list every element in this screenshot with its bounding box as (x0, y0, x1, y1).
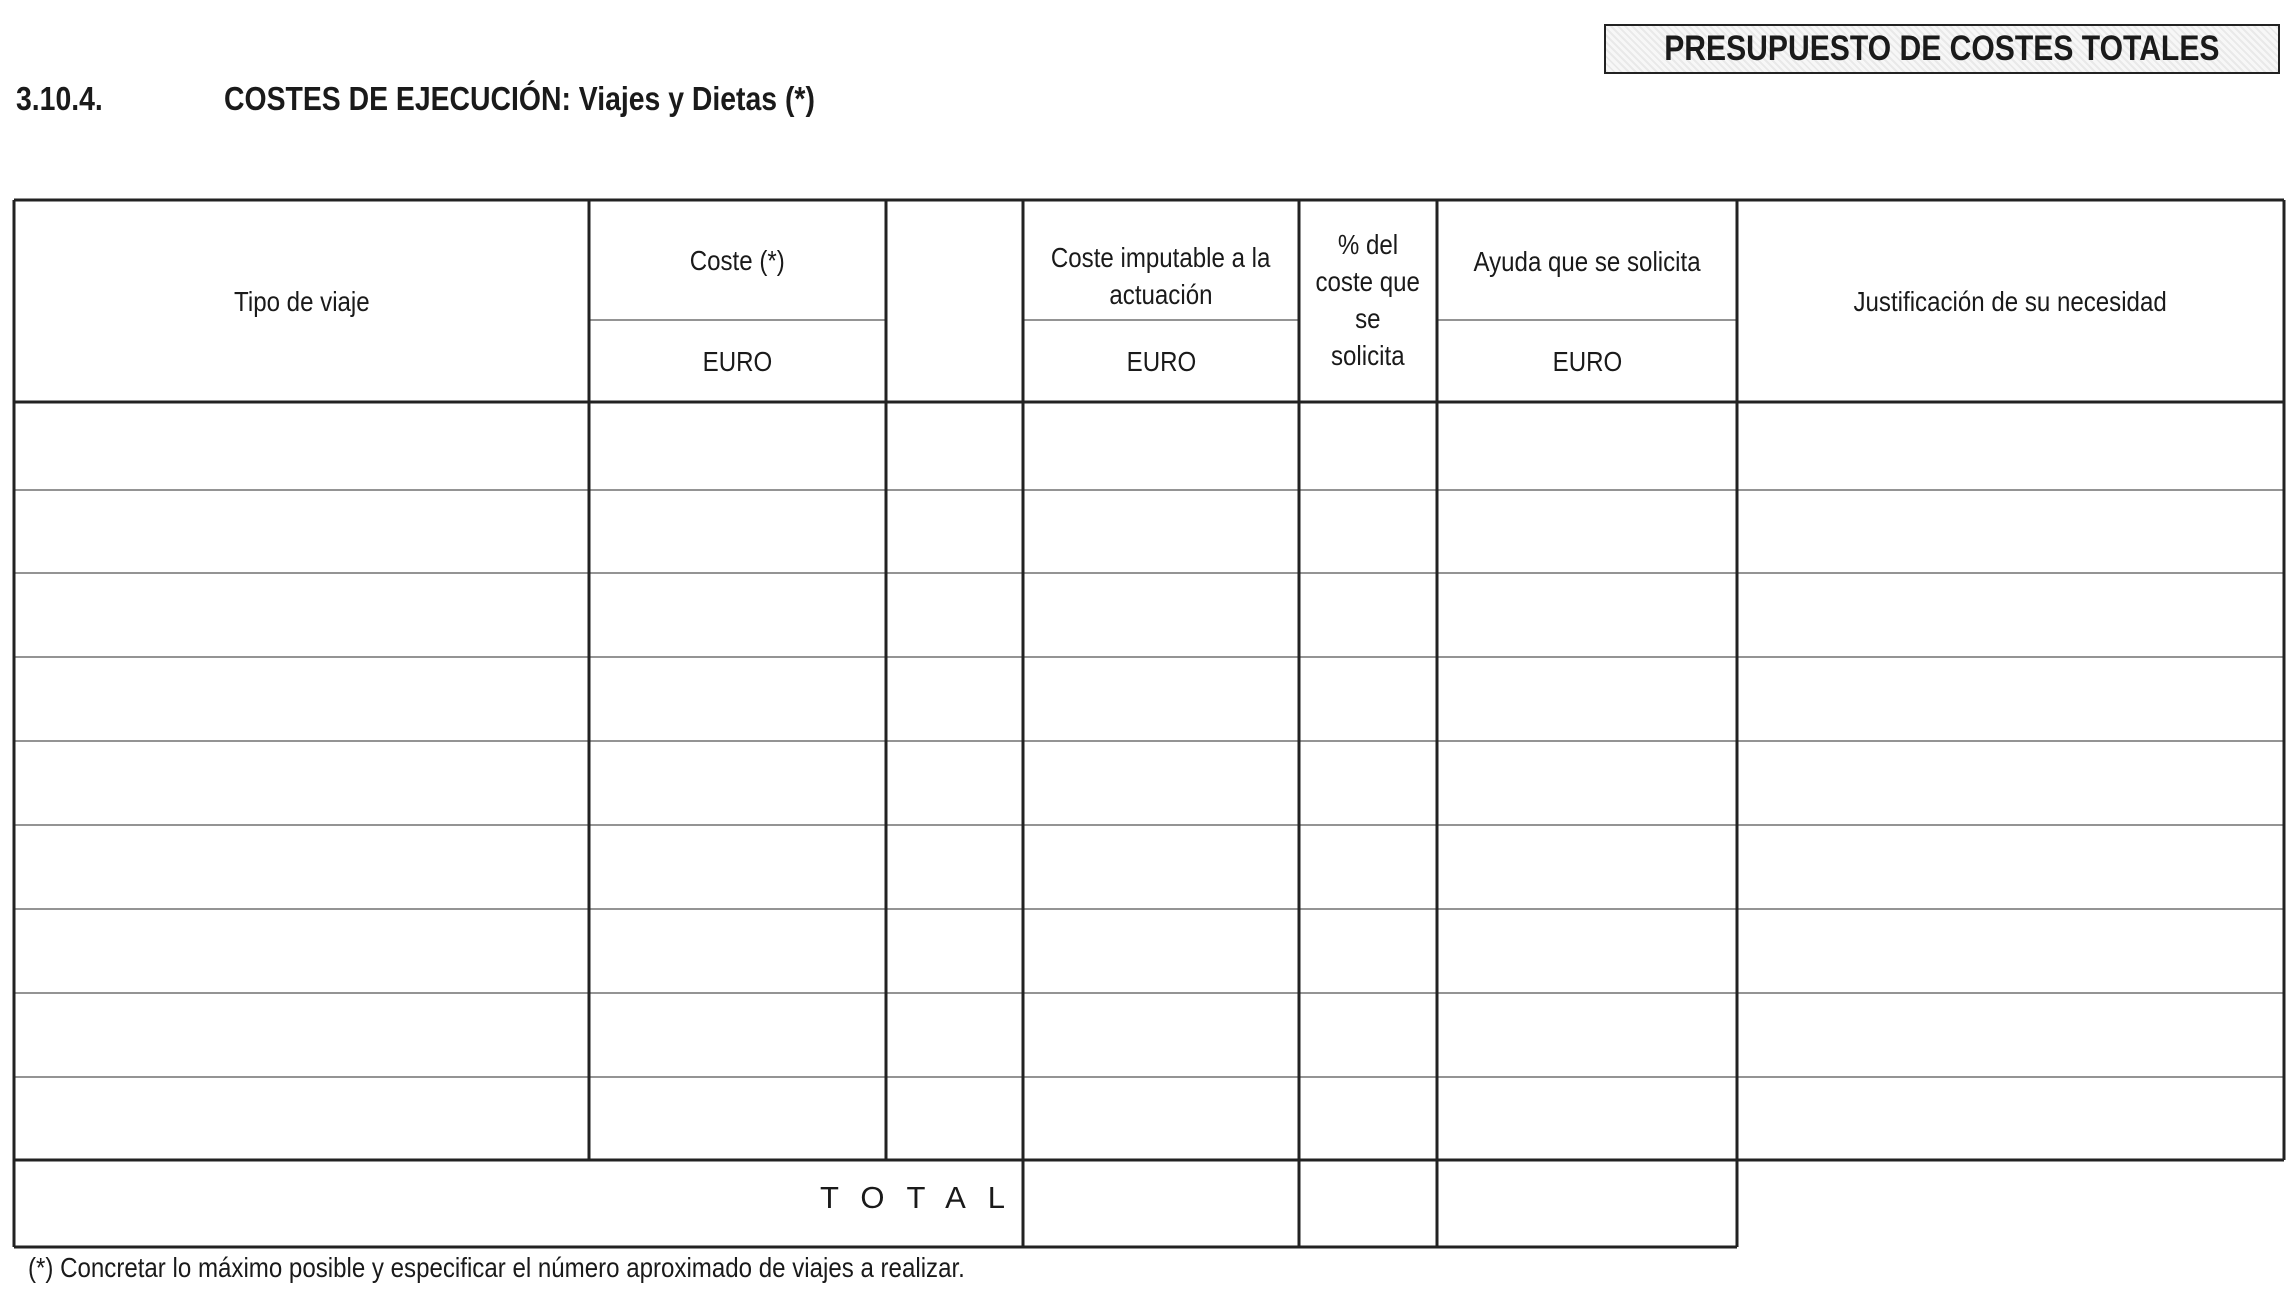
row-cell-pct[interactable] (1302, 1080, 1434, 1157)
row-cell-pct[interactable] (1302, 660, 1434, 738)
header-ayuda: Ayuda que se solicita (1473, 245, 1701, 277)
row-cell-tipo[interactable] (17, 996, 586, 1074)
row-cell-extra[interactable] (889, 996, 1020, 1074)
row-cell-coste[interactable] (592, 912, 883, 990)
total-pct-cell[interactable] (1301, 1162, 1435, 1245)
row-cell-coste[interactable] (592, 660, 883, 738)
row-cell-imputable[interactable] (1026, 828, 1296, 906)
badge-text: PRESUPUESTO DE COSTES TOTALES (1664, 29, 2220, 68)
row-cell-imputable[interactable] (1026, 1080, 1296, 1157)
row-cell-justificacion[interactable] (1740, 493, 2281, 570)
row-cell-ayuda[interactable] (1440, 828, 1734, 906)
row-cell-imputable[interactable] (1026, 493, 1296, 570)
row-cell-ayuda[interactable] (1440, 576, 1734, 654)
total-label: TOTAL (820, 1180, 1028, 1215)
row-cell-extra[interactable] (889, 912, 1020, 990)
row-cell-justificacion[interactable] (1740, 912, 2281, 990)
header-imputable-unit: EURO (1126, 345, 1196, 377)
row-cell-justificacion[interactable] (1740, 828, 2281, 906)
row-cell-pct[interactable] (1302, 576, 1434, 654)
row-cell-imputable[interactable] (1026, 660, 1296, 738)
row-cell-imputable[interactable] (1026, 576, 1296, 654)
row-cell-justificacion[interactable] (1740, 660, 2281, 738)
row-cell-justificacion[interactable] (1740, 576, 2281, 654)
row-cell-extra[interactable] (889, 660, 1020, 738)
row-cell-ayuda[interactable] (1440, 744, 1734, 822)
row-cell-tipo[interactable] (17, 576, 586, 654)
header-coste: Coste (*) (689, 244, 786, 276)
row-cell-justificacion[interactable] (1740, 996, 2281, 1074)
row-cell-extra[interactable] (889, 1080, 1020, 1157)
row-cell-coste[interactable] (592, 996, 883, 1074)
total-ayuda-cell[interactable] (1439, 1162, 1735, 1245)
row-cell-tipo[interactable] (17, 405, 586, 487)
row-cell-ayuda[interactable] (1440, 493, 1734, 570)
row-cell-pct[interactable] (1302, 744, 1434, 822)
row-cell-tipo[interactable] (17, 493, 586, 570)
header-coste-imputable: Coste imputable a la actuación (1051, 242, 1271, 310)
row-cell-pct[interactable] (1302, 996, 1434, 1074)
row-cell-coste[interactable] (592, 405, 883, 487)
row-cell-pct[interactable] (1302, 405, 1434, 487)
row-cell-extra[interactable] (889, 405, 1020, 487)
row-cell-extra[interactable] (889, 576, 1020, 654)
row-cell-imputable[interactable] (1026, 405, 1296, 487)
row-cell-imputable[interactable] (1026, 996, 1296, 1074)
row-cell-tipo[interactable] (17, 744, 586, 822)
header-porcentaje: % del coste que se solicita (1315, 229, 1421, 371)
row-cell-ayuda[interactable] (1440, 912, 1734, 990)
row-cell-coste[interactable] (592, 493, 883, 570)
header-tipo-de-viaje: Tipo de viaje (233, 285, 370, 317)
row-cell-extra[interactable] (889, 493, 1020, 570)
row-cell-imputable[interactable] (1026, 744, 1296, 822)
section-number: 3.10.4. (16, 80, 103, 117)
section-title: COSTES DE EJECUCIÓN: Viajes y Dietas (*) (224, 80, 815, 117)
row-cell-tipo[interactable] (17, 660, 586, 738)
row-cell-justificacion[interactable] (1740, 405, 2281, 487)
row-cell-ayuda[interactable] (1440, 660, 1734, 738)
row-cell-coste[interactable] (592, 744, 883, 822)
row-cell-coste[interactable] (592, 1080, 883, 1157)
row-cell-ayuda[interactable] (1440, 405, 1734, 487)
row-cell-imputable[interactable] (1026, 912, 1296, 990)
row-cell-justificacion[interactable] (1740, 1080, 2281, 1157)
row-cell-ayuda[interactable] (1440, 996, 1734, 1074)
row-cell-ayuda[interactable] (1440, 1080, 1734, 1157)
total-imputable-cell[interactable] (1025, 1162, 1297, 1245)
row-cell-justificacion[interactable] (1740, 744, 2281, 822)
header-coste-unit: EURO (702, 345, 773, 377)
row-cell-extra[interactable] (889, 828, 1020, 906)
row-cell-extra[interactable] (889, 744, 1020, 822)
row-cell-pct[interactable] (1302, 493, 1434, 570)
row-cell-pct[interactable] (1302, 912, 1434, 990)
row-cell-coste[interactable] (592, 828, 883, 906)
footnote: (*) Concretar lo máximo posible y especificar el número aproximado de viajes a realizar. (28, 1252, 965, 1283)
row-cell-pct[interactable] (1302, 828, 1434, 906)
row-cell-tipo[interactable] (17, 912, 586, 990)
row-cell-coste[interactable] (592, 576, 883, 654)
header-ayuda-unit: EURO (1552, 345, 1622, 377)
row-cell-tipo[interactable] (17, 828, 586, 906)
row-cell-tipo[interactable] (17, 1080, 586, 1157)
header-justificacion: Justificación de su necesidad (1853, 285, 2168, 317)
